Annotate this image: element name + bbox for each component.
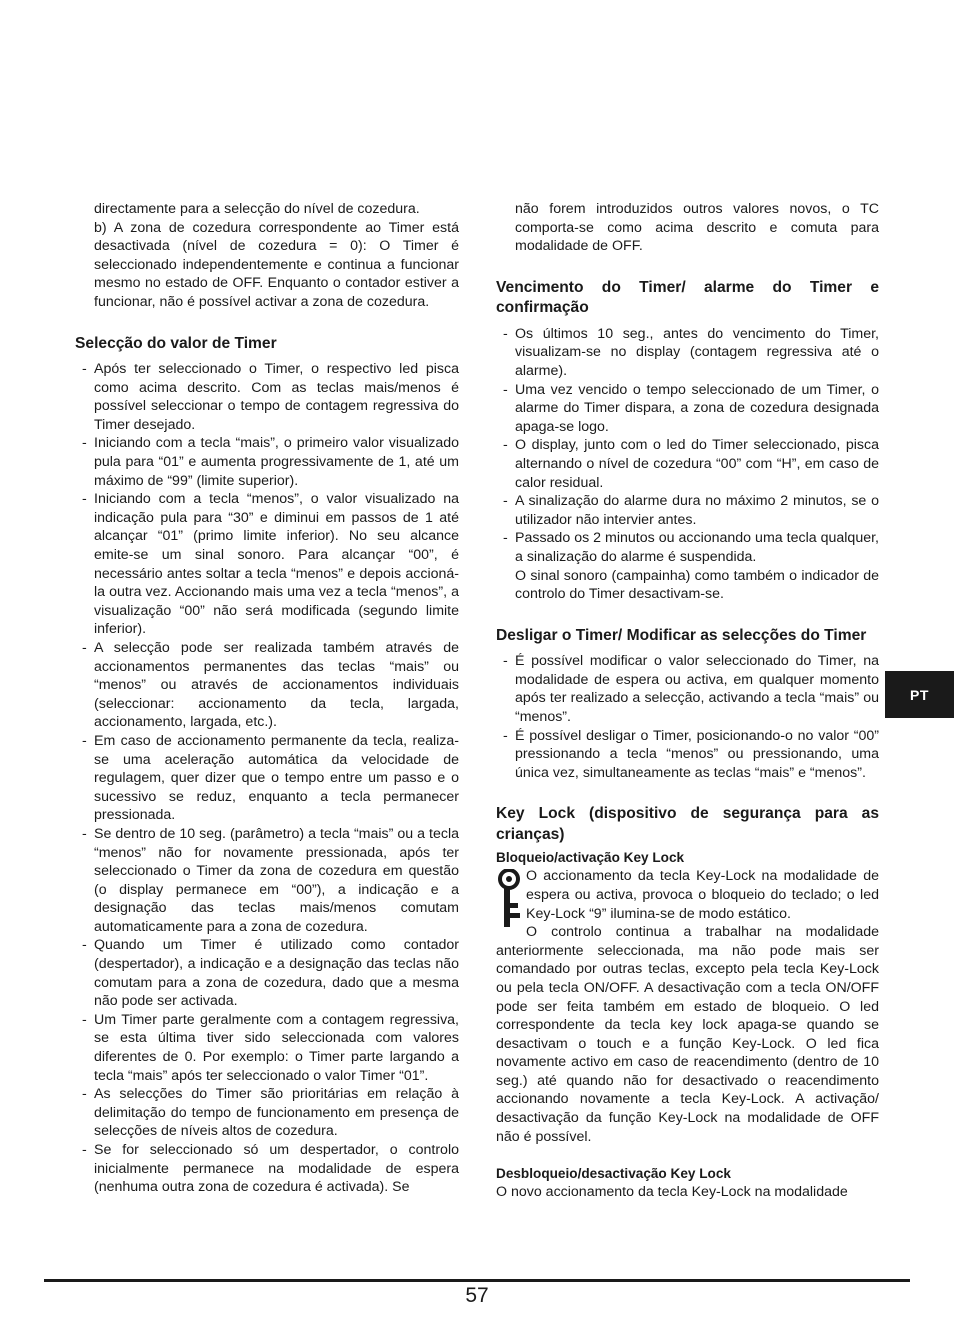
right-intro: não forem introduzidos outros valores novos, o TC comporta-se como acima descrito e comuta para modalidade de OFF. bbox=[515, 201, 879, 255]
list-item: - Em caso de accionamento permanente da tecla, realiza-se uma aceleração automática da velocidade de regulagem, quer dizer que o tempo entre um passo e o sucessivo se reduz, enquanto a tecla permanecer pressionada. bbox=[75, 732, 459, 825]
heading-key-lock: Key Lock (dispositivo de segurança para as crianças) bbox=[496, 805, 879, 843]
list-item: - A selecção pode ser realizada também através de accionamentos permanentes das teclas “mais” ou “menos” ou através de accionamentos individuais (seleccionar: accionamento da tecla, largada, accionamento, largada, etc.). bbox=[75, 639, 459, 732]
list-item: - Após ter seleccionado o Timer, o respectivo led pisca como acima descrito. Com as teclas mais/menos é possível seleccionar o tempo de contagem regressiva do Timer desejado. bbox=[75, 360, 459, 434]
list-item: - É possível modificar o valor seleccionado do Timer, na modalidade de espera ou activa, em qualquer momento após ter realizado a selecção, activando a tecla “mais” ou “menos”. bbox=[496, 652, 879, 726]
timer-alarm-list bbox=[496, 325, 879, 567]
list-item: - Uma vez vencido o tempo seleccionado de um Timer, o alarme do Timer dispara, a zona de cozedura designada apaga-se logo. bbox=[496, 381, 879, 437]
timer-off-list bbox=[496, 652, 879, 782]
list-item: - O display, junto com o led do Timer seleccionado, pisca alternando o nível de cozedura “00” com “H”, em caso de calor residual. bbox=[496, 436, 879, 492]
left-column bbox=[75, 200, 459, 1197]
key-lock-activation-block bbox=[496, 867, 879, 1146]
list-item: - Se dentro de 10 seg. (parâmetro) a tecla “mais” ou a tecla “menos” não for novamente pressionada, após ter seleccionado o Timer da zona de cozedura em questão (o display permanece em “00”), a indicação e a designação das teclas mais/menos comutam automaticamente para a zona de cozedura. bbox=[75, 825, 459, 937]
list-item: - Iniciando com a tecla “menos”, o valor visualizado na indicação pula para “30” e diminui em passos de 1 até alcançar “01” (primo limite inferior). No seu alcance emite-se um sinal sonoro. Para alcançar “00”, é necessário antes soltar a tecla “menos” e depois accioná-la outra vez. Accionando mais uma vez a tecla “menos”, a visualização “00” não será modificada (segundo limite inferior). bbox=[75, 490, 459, 639]
list-item: - Um Timer parte geralmente com a contagem regressiva, se esta última tiver sido seleccionada com valores diferentes de 0. Por exemplo: o Timer parte largando a tecla “mais” após ter seleccionado o valor Timer “01”. bbox=[75, 1011, 459, 1085]
list-item: - A sinalização do alarme dura no máximo 2 minutos, se o utilizador não intervier antes. bbox=[496, 492, 879, 529]
left-intro-b: b) A zona de cozedura correspondente ao Timer está desactivada (nível de cozedura = 0): O Timer é seleccionado independentemente e continua a funcionar mesmo no estado de OFF. Enquanto o contador estiver a funcionar, não é possível activar a zona de cozedura. bbox=[94, 219, 459, 310]
key-icon bbox=[496, 869, 522, 927]
key-lock-p1: O accionamento da tecla Key-Lock na modalidade de espera ou activa, provoca o bloqueio do teclado; o led Key-Lock “9” ilumina-se de modo estático. bbox=[526, 868, 879, 922]
left-intro-a: directamente para a selecção do nível de cozedura. bbox=[94, 201, 420, 217]
list-item: - As selecções do Timer são prioritárias em relação à delimitação do tempo de funcionamento em presença de selecções de níveis altos de cozedura. bbox=[75, 1085, 459, 1141]
list-item: - Os últimos 10 seg., antes do vencimento do Timer, visualizam-se no display (contagem regressiva até o alarme). bbox=[496, 325, 879, 381]
alarm-continuation: O sinal sonoro (campainha) como também o indicador de controlo do Timer desactivam-se. bbox=[515, 567, 879, 603]
heading-timer-value: Selecção do valor de Timer bbox=[75, 334, 277, 352]
bottom-rule bbox=[44, 1279, 910, 1282]
page-number: 57 bbox=[465, 1284, 489, 1307]
heading-timer-off: Desligar o Timer/ Modificar as selecções do Timer bbox=[496, 626, 867, 644]
list-item: - Passado os 2 minutos ou accionando uma tecla qualquer, a sinalização do alarme é suspendida. bbox=[496, 529, 879, 566]
subheading-key-lock-on: Bloqueio/activação Key Lock bbox=[496, 850, 685, 866]
list-item: - Se for seleccionado só um despertador, o controlo inicialmente permanece na modalidade de espera (nenhuma outra zona de cozedura é activada). Se bbox=[75, 1141, 459, 1197]
subheading-key-lock-off: Desbloqueio/desactivação Key Lock bbox=[496, 1166, 731, 1182]
heading-timer-alarm: Vencimento do Timer/ alarme do Timer e confirmação bbox=[496, 278, 879, 317]
right-column bbox=[496, 200, 879, 1202]
key-lock-p2: O controlo continua a trabalhar na modalidade anteriormente seleccionada, ma não pode mais ser comandado por outras teclas, excepto pela tecla Key-Lock ou pela tecla ON/OFF. A desactivação com a tecla ON/OFF pode ser feita também em estado de bloqueio. O led correspondente da tecla key lock apaga-se quando se desactivam o touch e a função Key-Lock. O led fica novamente activo em caso de reacendimento (dentro de 10 seg.) até quando não for desactivado o reacendimento accionando novamente a tecla Key-Lock. A activação/ desactivação da função Key-Lock na modalidade de OFF não é possível. bbox=[496, 924, 879, 1145]
language-tab: PT bbox=[885, 671, 954, 718]
list-item: - Quando um Timer é utilizado como contador (despertador), a indicação e a designação das teclas não comutam para a zona de cozedura, dado que a mesma não pode ser activada. bbox=[75, 936, 459, 1010]
timer-value-list bbox=[75, 360, 459, 1197]
list-item: - Iniciando com a tecla “mais”, o primeiro valor visualizado pula para “01” e aumenta progressivamente de 1, até um máximo de “99” (limite superior). bbox=[75, 434, 459, 490]
key-lock-p3: O novo accionamento da tecla Key-Lock na modalidade bbox=[496, 1184, 848, 1201]
list-item: - É possível desligar o Timer, posicionando-o no valor “00” pressionando a tecla “menos” ou pressionando, uma única vez, simultaneamente as teclas “mais” e “menos”. bbox=[496, 727, 879, 783]
